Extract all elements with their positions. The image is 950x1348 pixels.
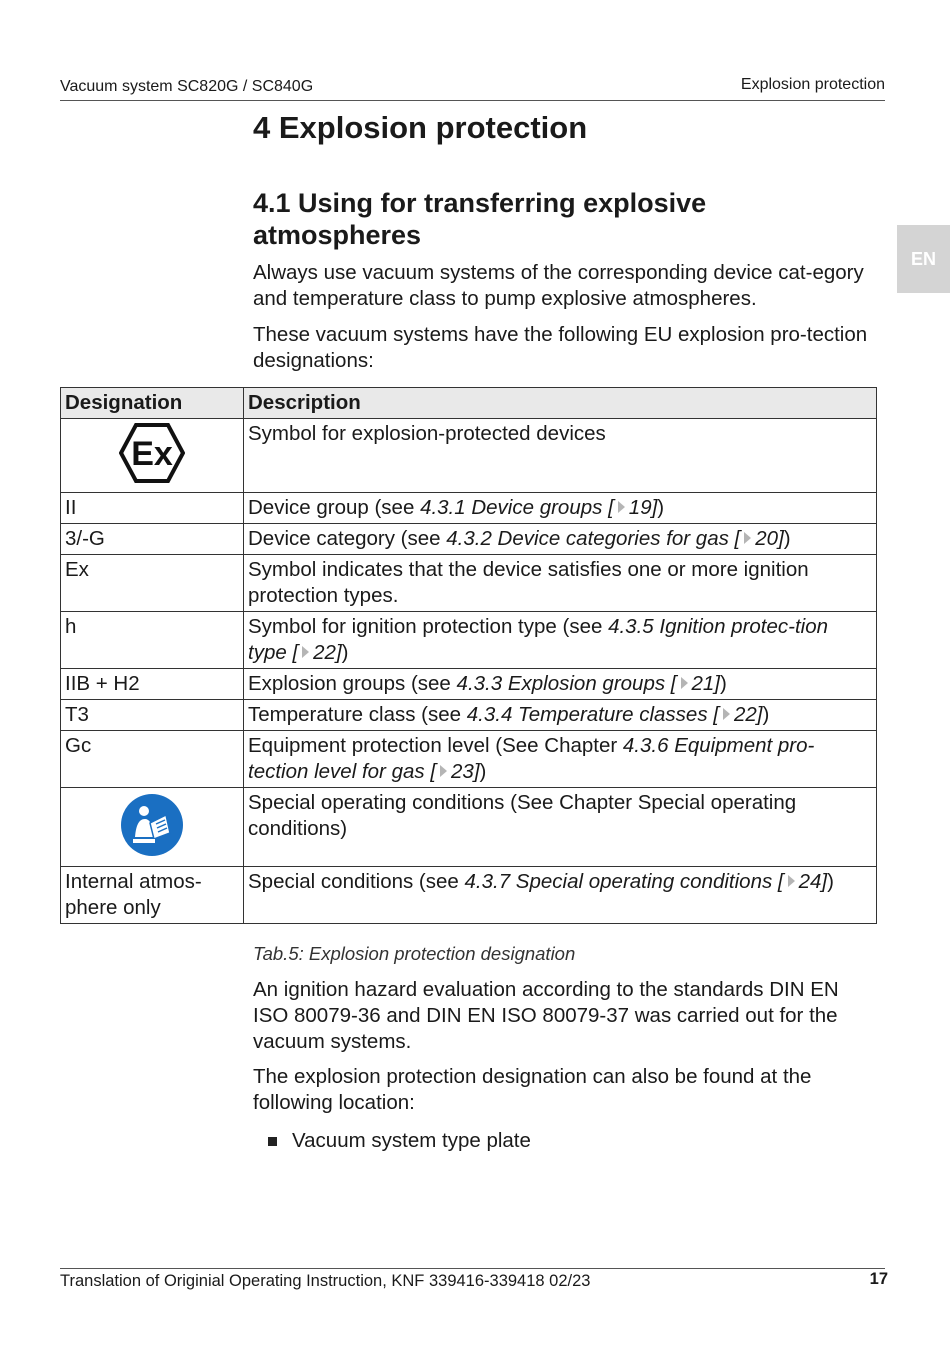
- table-row: [61, 669, 877, 700]
- bullet-square-icon: [268, 1137, 277, 1146]
- designation-cell: [61, 419, 244, 493]
- cross-reference-link[interactable]: 4.3.4 Temperature classes [ 22]: [466, 703, 763, 726]
- description-cell: Symbol for ignition protection type (see 4.3.5 Ignition protec-tion type [ 22]): [244, 612, 877, 669]
- designation-cell: [61, 788, 244, 867]
- intro-paragraph-2: These vacuum systems have the following EU explosion pro-tection designations:: [253, 323, 868, 372]
- designation-cell: T3: [61, 700, 244, 731]
- section-heading: 4.1 Using for transferring explosive atmospheres: [253, 188, 707, 250]
- description-cell: Temperature class (see 4.3.4 Temperature classes [ 22]): [244, 700, 877, 731]
- table-caption: Tab.5: Explosion protection designation: [253, 943, 576, 964]
- body-paragraph-2: The explosion protection designation can also be found at the following location:: [253, 1065, 812, 1114]
- table-row: [61, 612, 877, 669]
- description-cell: Explosion groups (see 4.3.3 Explosion groups [ 21]): [244, 669, 877, 700]
- arrow-right-icon: [618, 501, 625, 513]
- designation-cell: Internal atmos-phere only: [61, 867, 244, 924]
- designation-table: [60, 387, 877, 924]
- arrow-right-icon: [723, 708, 730, 720]
- designation-cell: Ex: [61, 555, 244, 612]
- body-paragraph-1: An ignition hazard evaluation according to the standards DIN EN ISO 80079-36 and DIN EN ISO 80079-37 was carried out for the vacuum systems.: [253, 978, 839, 1053]
- svg-text:Ex: Ex: [131, 435, 173, 473]
- ex-icon: [119, 423, 185, 483]
- table-row: [61, 419, 877, 493]
- table-row: [61, 731, 877, 788]
- table-row: [61, 867, 877, 924]
- footer-rule: [60, 1268, 885, 1269]
- arrow-right-icon: [788, 875, 795, 887]
- language-tab: EN: [897, 225, 950, 293]
- page-number: 17: [869, 1270, 888, 1288]
- table-row: [61, 555, 877, 612]
- chapter-title: 4 Explosion protection: [253, 110, 588, 145]
- description-cell: Symbol indicates that the device satisfies one or more ignition protection types.: [244, 555, 877, 612]
- arrow-right-icon: [744, 532, 751, 544]
- cross-reference-link[interactable]: 4.3.2 Device categories for gas [ 20]: [446, 527, 784, 550]
- table-row: [61, 493, 877, 524]
- cross-reference-link[interactable]: 4.3.5 Ignition protec-tion type [ 22]: [248, 615, 829, 664]
- description-cell: Device category (see 4.3.2 Device categories for gas [ 20]): [244, 524, 877, 555]
- table-row: [61, 788, 877, 867]
- list-item: [268, 1129, 531, 1153]
- cross-reference-link[interactable]: 4.3.6 Equipment pro-tection level for gas [ 23]: [248, 734, 815, 783]
- cross-reference-link[interactable]: 4.3.7 Special operating conditions [ 24]: [464, 870, 828, 893]
- running-header-chapter: Explosion protection: [740, 76, 885, 93]
- designation-cell: IIB + H2: [61, 669, 244, 700]
- list-item-text: Vacuum system type plate: [292, 1129, 531, 1152]
- designation-cell: h: [61, 612, 244, 669]
- designation-cell: II: [61, 493, 244, 524]
- arrow-right-icon: [440, 765, 447, 777]
- read-manual-icon: [120, 793, 184, 857]
- intro-paragraph-1: Always use vacuum systems of the corresponding device cat-egory and temperature class to pump explosive atmospheres.: [253, 261, 864, 310]
- table-row: [61, 700, 877, 731]
- running-header-title: Vacuum system SC820G / SC840G: [60, 78, 314, 95]
- arrow-right-icon: [302, 646, 309, 658]
- header-rule: [60, 100, 885, 101]
- description-cell: Special operating conditions (See Chapter Special operating conditions): [244, 788, 877, 867]
- description-cell: Equipment protection level (See Chapter 4.3.6 Equipment pro-tection level for gas [ 23]): [244, 731, 877, 788]
- column-header-designation: Designation: [61, 388, 244, 419]
- table-row: [61, 524, 877, 555]
- cross-reference-link[interactable]: 4.3.3 Explosion groups [ 21]: [456, 672, 720, 695]
- table-header-row: [61, 388, 877, 419]
- description-cell: Symbol for explosion-protected devices: [244, 419, 877, 493]
- designation-cell: Gc: [61, 731, 244, 788]
- cross-reference-link[interactable]: 4.3.1 Device groups [ 19]: [420, 496, 658, 519]
- footer-text: Translation of Originial Operating Instruction, KNF 339416-339418 02/23: [60, 1272, 591, 1290]
- designation-cell: 3/-G: [61, 524, 244, 555]
- description-cell: Special conditions (see 4.3.7 Special operating conditions [ 24]): [244, 867, 877, 924]
- description-cell: Device group (see 4.3.1 Device groups [ 19]): [244, 493, 877, 524]
- arrow-right-icon: [681, 677, 688, 689]
- column-header-description: Description: [244, 388, 877, 419]
